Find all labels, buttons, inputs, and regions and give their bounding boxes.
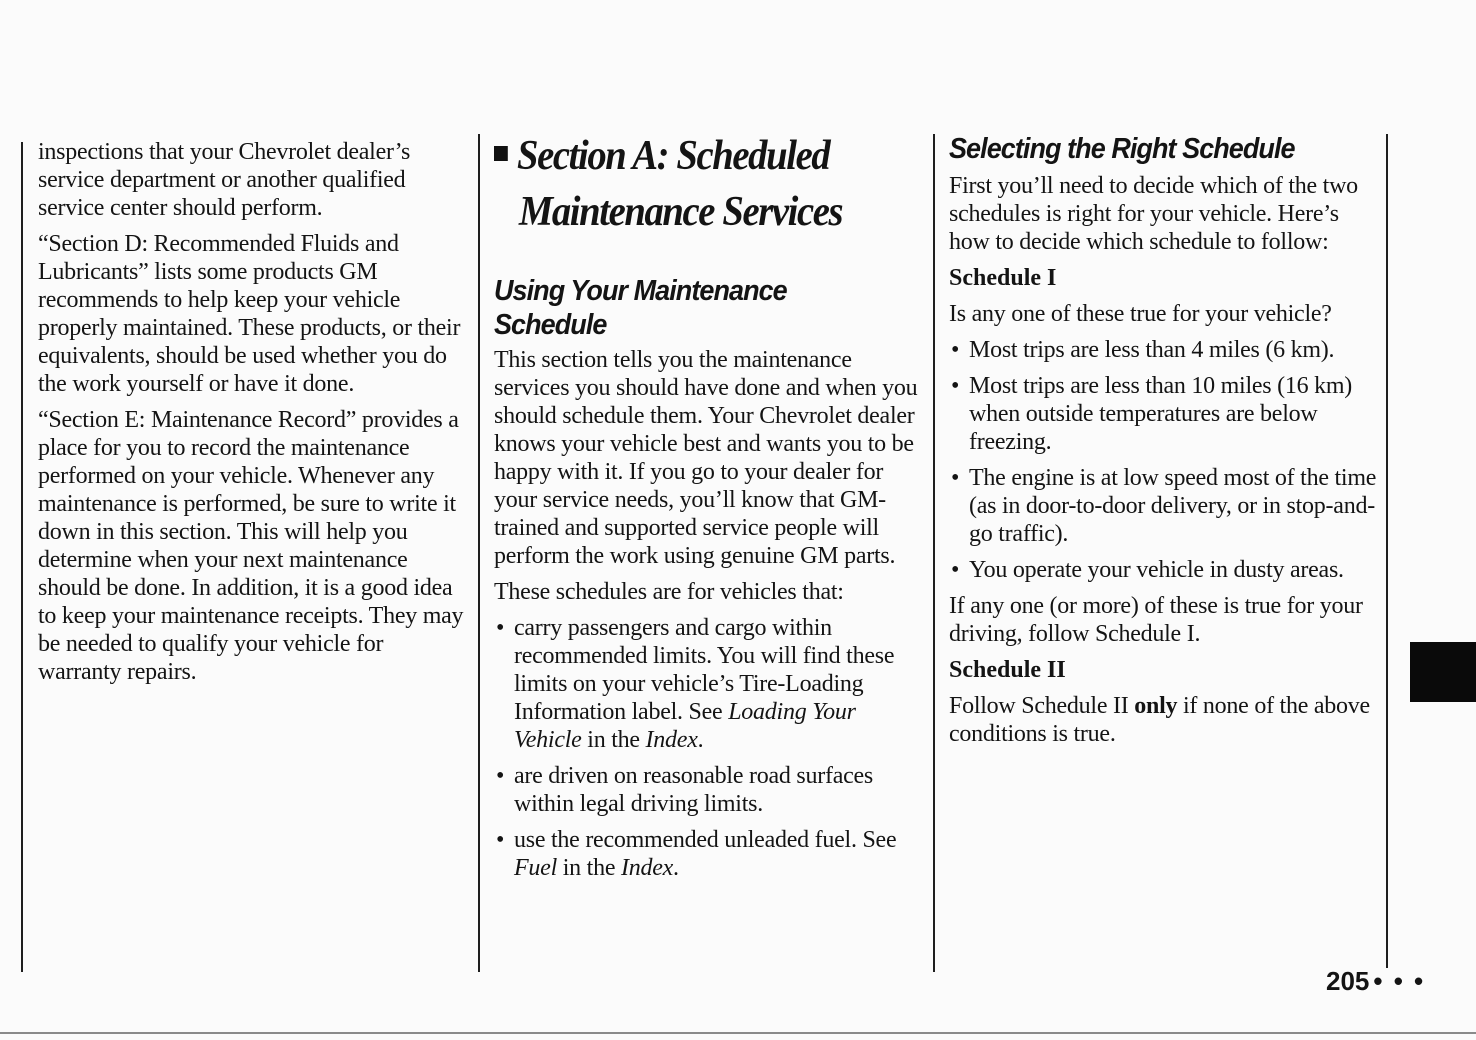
section-tab-marker — [1410, 642, 1476, 702]
column-rule-middle-left — [478, 134, 480, 972]
column-rule-left — [21, 142, 23, 972]
index-ref: Index — [645, 727, 698, 753]
schedule-1-heading: Schedule I — [949, 265, 1057, 291]
bullet3-text: use the recommended unleaded fuel. See — [514, 827, 897, 853]
column1-paragraph-1: inspections that your Chevrolet dealer’s service department or another qualified service center should perform. — [38, 139, 411, 221]
bullet1-in-the: in the — [587, 727, 640, 753]
bullet3-in-the: in the — [562, 855, 616, 881]
loading-your-vehicle-ref: Loading Your Vehicle — [514, 699, 856, 753]
schedule-1-conditions-list — [949, 336, 1379, 584]
page-number — [1326, 964, 1425, 998]
column-2 — [494, 128, 922, 882]
list-item: • Most trips are less than 4 miles (6 km). — [949, 336, 1379, 364]
section-title-line2: Maintenance Services — [518, 189, 843, 235]
column-3 — [949, 132, 1379, 748]
page-number-value: 205 — [1326, 966, 1370, 996]
list-item: • Most trips are less than 10 miles (16 km) when outside temperatures are below freezing. — [949, 372, 1379, 456]
column-rule-middle-right — [933, 134, 935, 972]
schedule-2-only: only — [1134, 693, 1178, 719]
section-title — [494, 128, 888, 240]
bullet1-text: carry passengers and cargo within recommended limits. You will find these limits on your vehicle’s Tire-Loading Information label. See — [514, 615, 895, 725]
continuation-dots-icon: • • • — [1373, 966, 1426, 996]
schedule-2-heading: Schedule II — [949, 657, 1066, 683]
column-rule-right — [1386, 134, 1388, 968]
column-1 — [38, 138, 466, 686]
section-title-line1: Section A: Scheduled — [517, 133, 830, 179]
list-item: • You operate your vehicle in dusty areas. — [949, 556, 1379, 584]
list-item — [494, 614, 922, 754]
bottom-edge-line — [0, 1032, 1476, 1034]
schedule-2-post: if none of the above conditions is true. — [949, 693, 1370, 747]
schedule-2-pre: Follow Schedule II — [949, 693, 1129, 719]
bullet1-period: . — [697, 727, 704, 753]
fuel-ref: Fuel — [514, 855, 557, 881]
list-item: • The engine is at low speed most of the time (as in door-to-door delivery, or in stop-and-go traffic). — [949, 464, 1379, 548]
bullet2-text: are driven on reasonable road surfaces within legal driving limits. — [514, 763, 873, 817]
schedule-2-text — [949, 692, 1379, 748]
column3-intro: First you’ll need to decide which of the two schedules is right for your vehicle. Here’s how to decide which schedule to follow: — [949, 173, 1358, 255]
selecting-schedule-heading: Selecting the Right Schedule — [949, 133, 1295, 165]
square-bullet-icon — [494, 146, 508, 161]
list-item — [494, 826, 922, 882]
subheading-line1: Using Your Maintenance — [494, 275, 787, 307]
subheading-line2: Schedule — [494, 309, 607, 341]
subheading-using-schedule — [494, 274, 892, 342]
schedule-1-question: Is any one of these true for your vehicle? — [949, 301, 1332, 327]
column2-intro: This section tells you the maintenance services you should have done and when you should schedule them. Your Chevrolet dealer knows your vehicle best and wants you to be happy with it. If you go to your dealer for your service needs, you’ll know that GM-trained and supported service people will perform the work using genuine GM parts. — [494, 347, 918, 569]
column1-paragraph-2: “Section D: Recommended Fluids and Lubricants” lists some products GM recommends to help keep your vehicle properly maintained. These products, or their equivalents, should be used whether you do the work yourself or have it done. — [38, 231, 461, 397]
index-ref: Index — [620, 855, 674, 881]
list-item — [494, 762, 922, 818]
column2-lead-in: These schedules are for vehicles that: — [494, 579, 844, 605]
bullet3-period: . — [673, 855, 679, 881]
vehicle-conditions-list — [494, 614, 922, 882]
column1-paragraph-3: “Section E: Maintenance Record” provides a place for you to record the maintenance performed on your vehicle. Whenever any maintenance is performed, be sure to write it down in this section. This will help you determine when your next maintenance should be done. In addition, it is a good idea to keep your maintenance receipts. They may be needed to qualify your vehicle for warranty repairs. — [38, 407, 464, 685]
schedule-1-conclusion: If any one (or more) of these is true for your driving, follow Schedule I. — [949, 593, 1363, 647]
